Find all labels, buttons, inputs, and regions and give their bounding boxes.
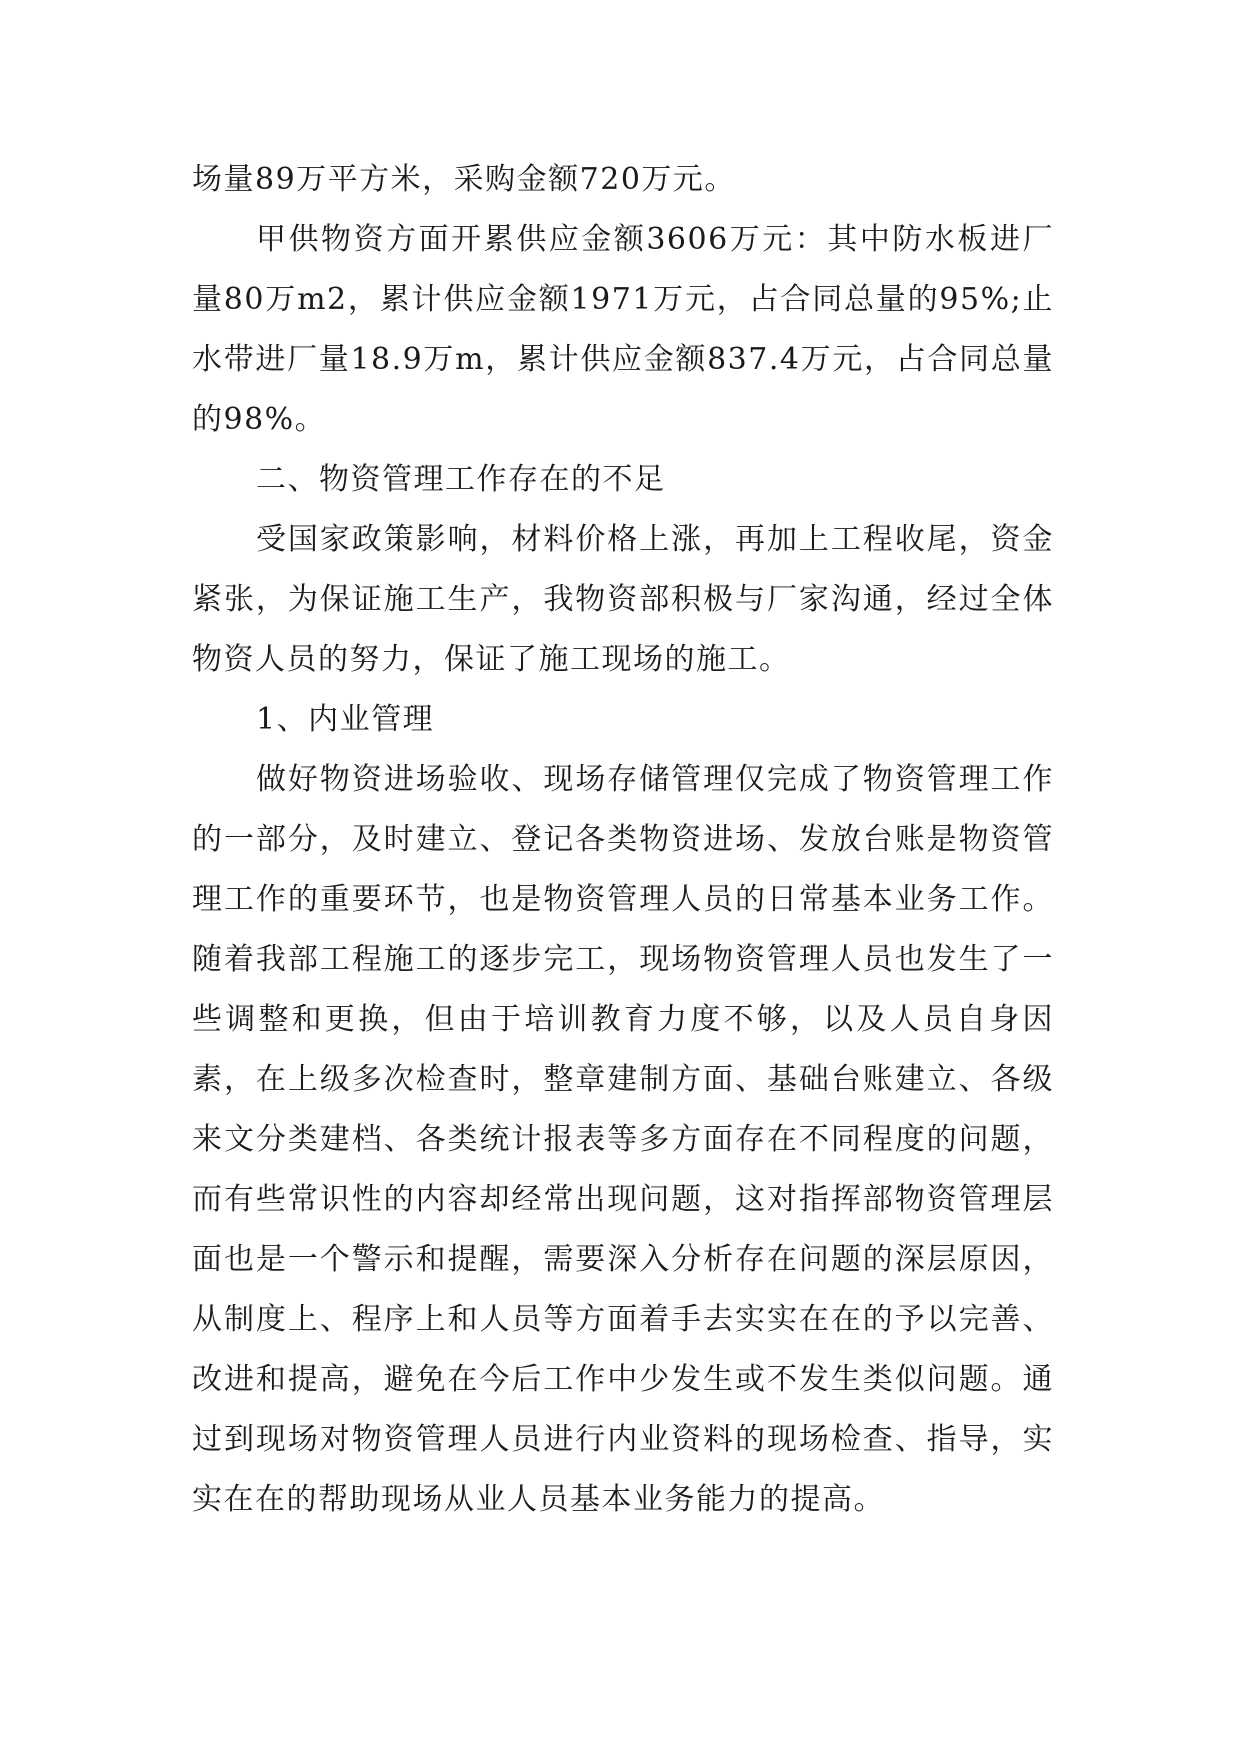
paragraph-policy-impact: 受国家政策影响，材料价格上涨，再加上工程收尾，资金紧张，为保证施工生产，我物资部积极与厂家沟通，经过全体物资人员的努力，保证了施工现场的施工。 — [192, 522, 1054, 677]
subsection-heading-internal-management: 1、内业管理 — [256, 702, 435, 737]
paragraph-internal-management: 做好物资进场验收、现场存储管理仅完成了物资管理工作的一部分，及时建立、登记各类物资进场、发放台账是物资管理工作的重要环节，也是物资管理人员的日常基本业务工作。随着我部工程施工的逐步完工，现场物资管理人员也发生了一些调整和更换，但由于培训教育力度不够，以及人员自身因素，在上级多次检查时，整章建制方面、基础台账建立、各级来文分类建档、各类统计报表等多方面存在不同程度的问题，而有些常识性的内容却经常出现问题，这对指挥部物资管理层面也是一个警示和提醒，需要深入分析存在问题的深层原因，从制度上、程序上和人员等方面着手去实实在在的予以完善、改进和提高，避免在今后工作中少发生或不发生类似问题。通过到现场对物资管理人员进行内业资料的现场检查、指导，实实在在的帮助现场从业人员基本业务能力的提高。 — [192, 762, 1054, 1517]
document-body — [192, 150, 1054, 1530]
paragraph-supply-summary: 甲供物资方面开累供应金额3606万元：其中防水板进厂量80万m2，累计供应金额1971万元，占合同总量的95%;止水带进厂量18.9万m，累计供应金额837.4万元，占合同总量的98%。 — [192, 222, 1054, 437]
section-heading-shortcomings: 二、物资管理工作存在的不足 — [256, 462, 666, 497]
paragraph-continuation: 场量89万平方米，采购金额720万元。 — [192, 162, 736, 197]
